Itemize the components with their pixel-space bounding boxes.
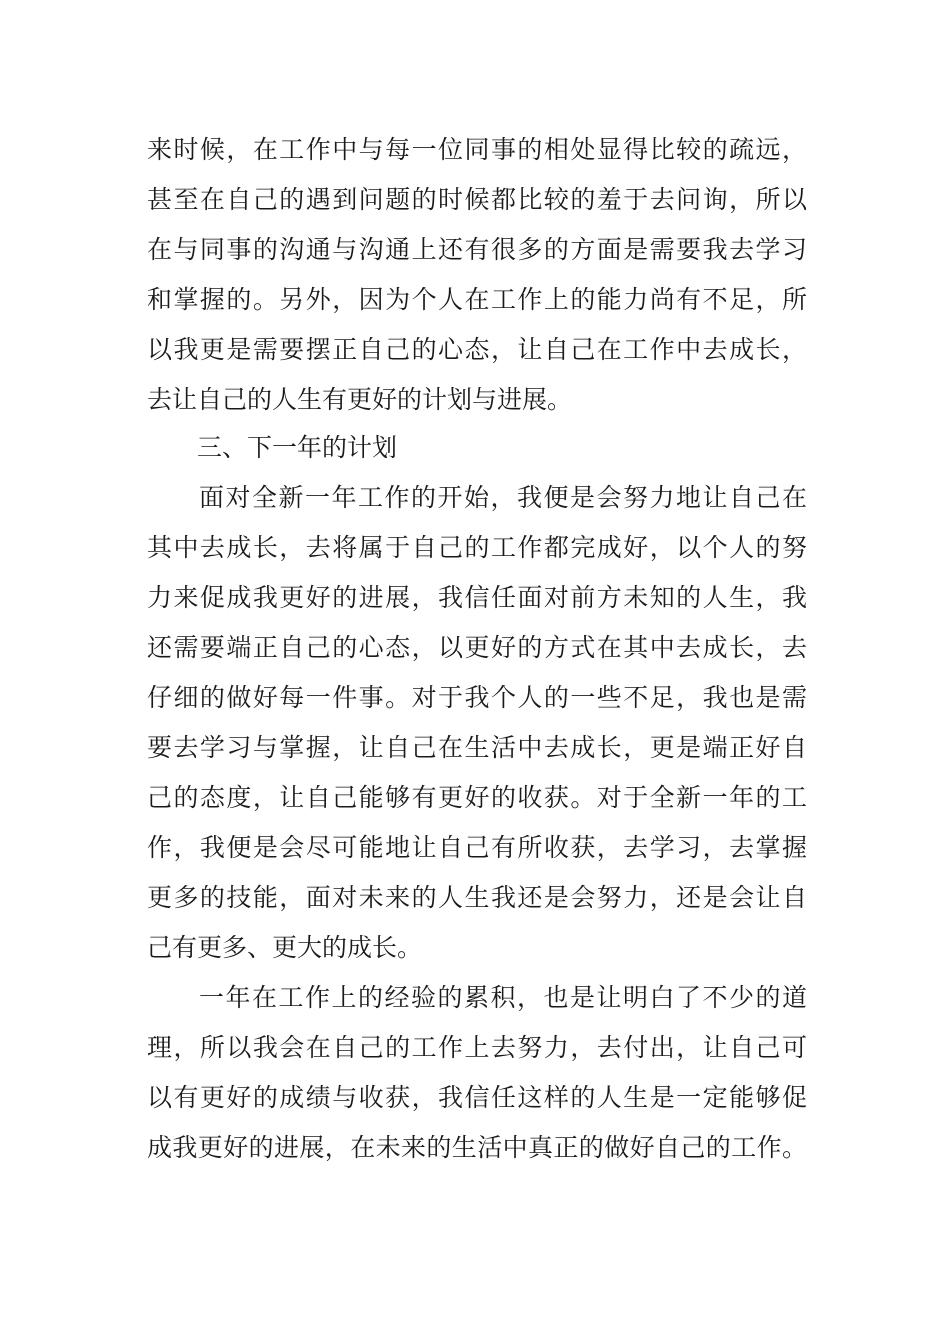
paragraph-line: 作，我便是会尽可能地让自己有所收获，去学习，去掌握 (147, 833, 807, 862)
paragraph-line: 己的态度，让自己能够有更好的收获。对于全新一年的工 (147, 783, 807, 812)
paragraph-line: 来时候，在工作中与每一位同事的相处显得比较的疏远， (147, 135, 807, 164)
paragraph-line: 还需要端正自己的心态，以更好的方式在其中去成长，去 (147, 633, 807, 662)
paragraph-line: 在与同事的沟通与沟通上还有很多的方面是需要我去学习 (147, 235, 807, 264)
paragraph-line: 要去学习与掌握，让自己在生活中去成长，更是端正好自 (147, 733, 807, 762)
paragraph-line: 更多的技能，面对未来的人生我还是会努力，还是会让自 (147, 883, 807, 912)
paragraph-line: 力来促成我更好的进展，我信任面对前方未知的人生，我 (147, 583, 807, 612)
paragraph-line: 以我更是需要摆正自己的心态，让自己在工作中去成长， (147, 335, 807, 364)
paragraph-line: 理，所以我会在自己的工作上去努力，去付出，让自己可 (147, 1033, 807, 1062)
paragraph-line: 仔细的做好每一件事。对于我个人的一些不足，我也是需 (147, 683, 807, 712)
section-heading: 三、下一年的计划 (197, 433, 398, 462)
paragraph-line: 一年在工作上的经验的累积，也是让明白了不少的道 (199, 983, 807, 1012)
paragraph-line: 其中去成长，去将属于自己的工作都完成好，以个人的努 (147, 533, 807, 562)
paragraph-line: 己有更多、更大的成长。 (147, 933, 423, 962)
paragraph-line: 以有更好的成绩与收获，我信任这样的人生是一定能够促 (147, 1083, 807, 1112)
paragraph-line: 成我更好的进展，在未来的生活中真正的做好自己的工作。 (147, 1133, 807, 1162)
paragraph-line: 面对全新一年工作的开始，我便是会努力地让自己在 (199, 483, 807, 512)
paragraph-line: 去让自己的人生有更好的计划与进展。 (147, 385, 573, 414)
paragraph-line: 甚至在自己的遇到问题的时候都比较的羞于去问询，所以 (147, 185, 807, 214)
paragraph-line: 和掌握的。另外，因为个人在工作上的能力尚有不足，所 (147, 285, 807, 314)
